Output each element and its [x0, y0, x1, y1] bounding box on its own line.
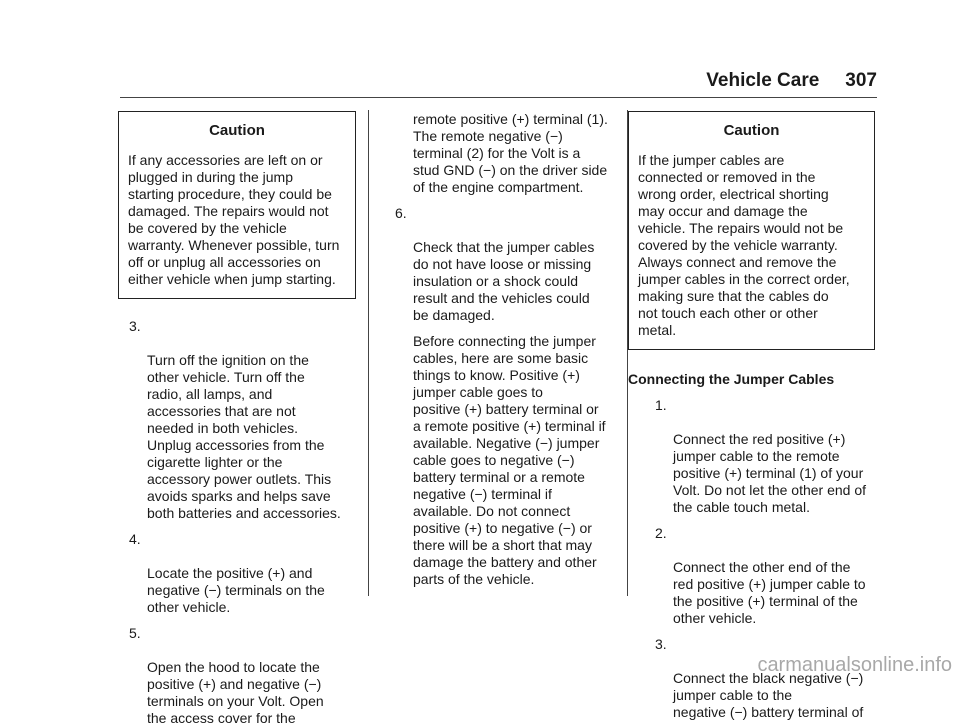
- step-text: Check that the jumper cables do not have loose or missing insulation or a shock could result and the vehicles could be damaged.: [413, 239, 595, 323]
- step-number: 3.: [129, 318, 141, 334]
- caution-text: If the jumper cables are connected or removed in the wrong order, electrical shorting may occur and damage the vehicle. The repairs would not be covered by the vehicle warranty. Always connect and remove the jumper cables in the correct order, making sure that the cables do not touch each other or other metal.: [638, 152, 850, 338]
- step-item: [129, 625, 356, 727]
- caution-title: Caution: [209, 122, 265, 139]
- step-item: [655, 636, 875, 721]
- header-rule: [120, 97, 877, 98]
- section-heading: Connecting the Jumper Cables: [628, 371, 835, 387]
- watermark-text: carmanualsonline.info: [757, 654, 952, 676]
- step-item: [395, 205, 621, 324]
- caution-title: Caution: [723, 122, 780, 139]
- step-number: 5.: [129, 625, 141, 641]
- step-text: Connect the red positive (+) jumper cable to the remote positive (+) terminal (1) of your Volt. Do not let the other end of the cable touch metal.: [673, 431, 867, 515]
- step-text: Locate the positive (+) and negative (−) terminals on the other vehicle.: [147, 565, 325, 615]
- step-item: [655, 397, 875, 516]
- step-text: Connect the other end of the red positive (+) jumper cable to the positive (+) terminal of the other vehicle.: [673, 559, 866, 626]
- step-number: 3.: [655, 636, 667, 652]
- step-number: 1.: [655, 397, 667, 413]
- step-item: [129, 318, 356, 522]
- column-divider-1: [368, 110, 369, 596]
- page-number: 307: [845, 70, 877, 91]
- continued-text: remote positive (+) terminal (1). The remote negative (−) terminal (2) for the Volt is a stud GND (−) on the driver side of the engine compartment.: [413, 111, 608, 195]
- step-text: Connect the black negative (−) jumper cable to the negative (−) battery terminal of: [673, 670, 864, 720]
- step-number: 4.: [129, 531, 141, 547]
- caution-text: If any accessories are left on or plugged in during the jump starting procedure, they could be damaged. The repairs would not be covered by the vehicle warranty. Whenever possible, turn off or unplug all accessories on either vehicle when jump starting.: [128, 152, 340, 287]
- caution-box-order: [628, 111, 875, 350]
- step-number: 2.: [655, 525, 667, 541]
- step-item: [129, 531, 356, 616]
- note-paragraph: Before connecting the jumper cables, here are some basic things to know. Positive (+) jumper cable goes to positive (+) battery terminal or a remote positive (+) terminal if available. Negative (−) jumper cable goes to negative (−) battery terminal or a remote negative (−) terminal if available. Do not connect positive (+) to negative (−) or there will be a short that may damage the battery and other parts of the vehicle.: [413, 333, 606, 587]
- section-title: Vehicle Care: [706, 70, 820, 91]
- step-text: Open the hood to locate the positive (+) and negative (−) terminals on your Volt. Open the access cover for the: [147, 659, 324, 726]
- steps-list: [118, 318, 356, 727]
- step-number: 6.: [395, 205, 407, 221]
- page-header: [0, 72, 877, 90]
- step-text: Turn off the ignition on the other vehicle. Turn off the radio, all lamps, and accessories that are not needed in both vehicles. Unplug accessories from the cigarette lighter or the accessory power outlets. This avoids sparks and helps save both batteries and accessories.: [147, 352, 341, 521]
- column-2: [385, 111, 621, 588]
- column-3: [628, 111, 875, 721]
- column-1: [118, 111, 356, 727]
- step-item: [655, 525, 875, 627]
- caution-box-accessories: [118, 111, 356, 299]
